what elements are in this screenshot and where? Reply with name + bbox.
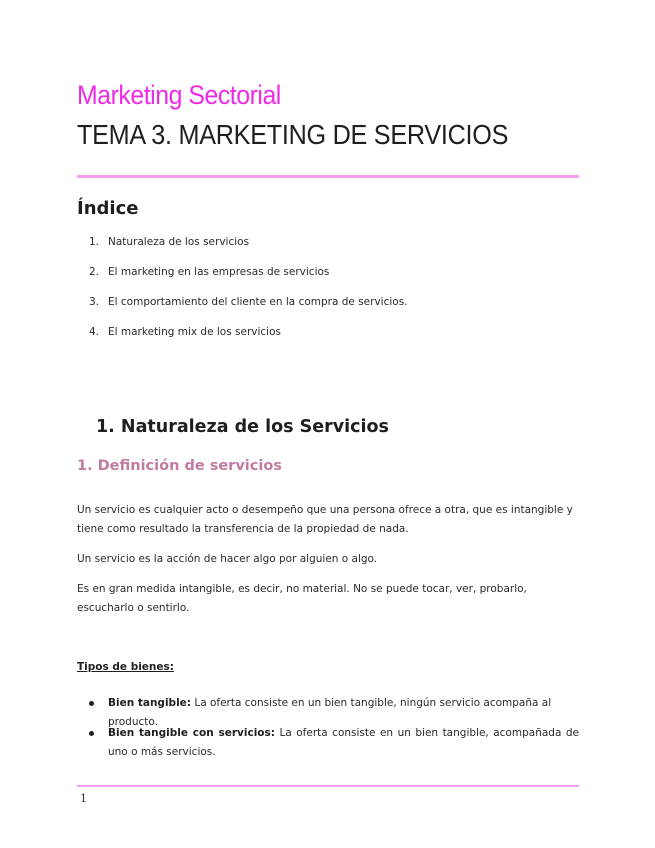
list-item-description: La oferta consiste en un bien tangible, acompañada de uno o más servicios. — [108, 727, 579, 758]
types-label: Tipos de bienes: — [77, 661, 174, 673]
subsection-heading: 1. Definición de servicios — [77, 458, 282, 474]
topic-title: TEMA 3. MARKETING DE SERVICIOS — [77, 119, 509, 150]
toc-item-label: El comportamiento del cliente en la compra de servicios. — [108, 296, 408, 308]
paragraph: Un servicio es la acción de hacer algo por alguien o algo. — [77, 553, 378, 565]
toc-item-label: El marketing mix de los servicios — [108, 326, 281, 338]
footer-divider — [77, 785, 579, 787]
toc-item-number: 4. — [89, 326, 100, 338]
paragraph: Es en gran medida intangible, es decir, no material. No se puede tocar, ver, probarlo, escucharlo o sentirlo. — [77, 583, 527, 614]
list-item-text — [108, 724, 579, 762]
toc-item-number: 2. — [89, 266, 100, 278]
subject-title: Marketing Sectorial — [77, 80, 281, 110]
bullet-icon — [89, 731, 94, 736]
section-heading: 1. Naturaleza de los Servicios — [96, 417, 389, 437]
list-item-description: La oferta consiste en un bien tangible, ningún servicio acompaña al producto. — [108, 697, 552, 728]
bullet-icon — [89, 701, 94, 706]
index-heading: Índice — [77, 198, 139, 219]
list-item-term: Bien tangible: — [108, 697, 191, 709]
list-item-term: Bien tangible con servicios: — [108, 727, 275, 739]
toc-item-label: El marketing en las empresas de servicios — [108, 266, 330, 278]
toc-item-label: Naturaleza de los servicios — [108, 236, 250, 248]
toc-item-number: 3. — [89, 296, 100, 308]
page-number: 1 — [80, 792, 87, 805]
paragraph: Un servicio es cualquier acto o desempeño que una persona ofrece a otra, que es intangible y tiene como resultado la transferencia de la propiedad de nada. — [77, 504, 573, 535]
toc-item-number: 1. — [89, 236, 100, 248]
header-divider — [77, 175, 579, 178]
